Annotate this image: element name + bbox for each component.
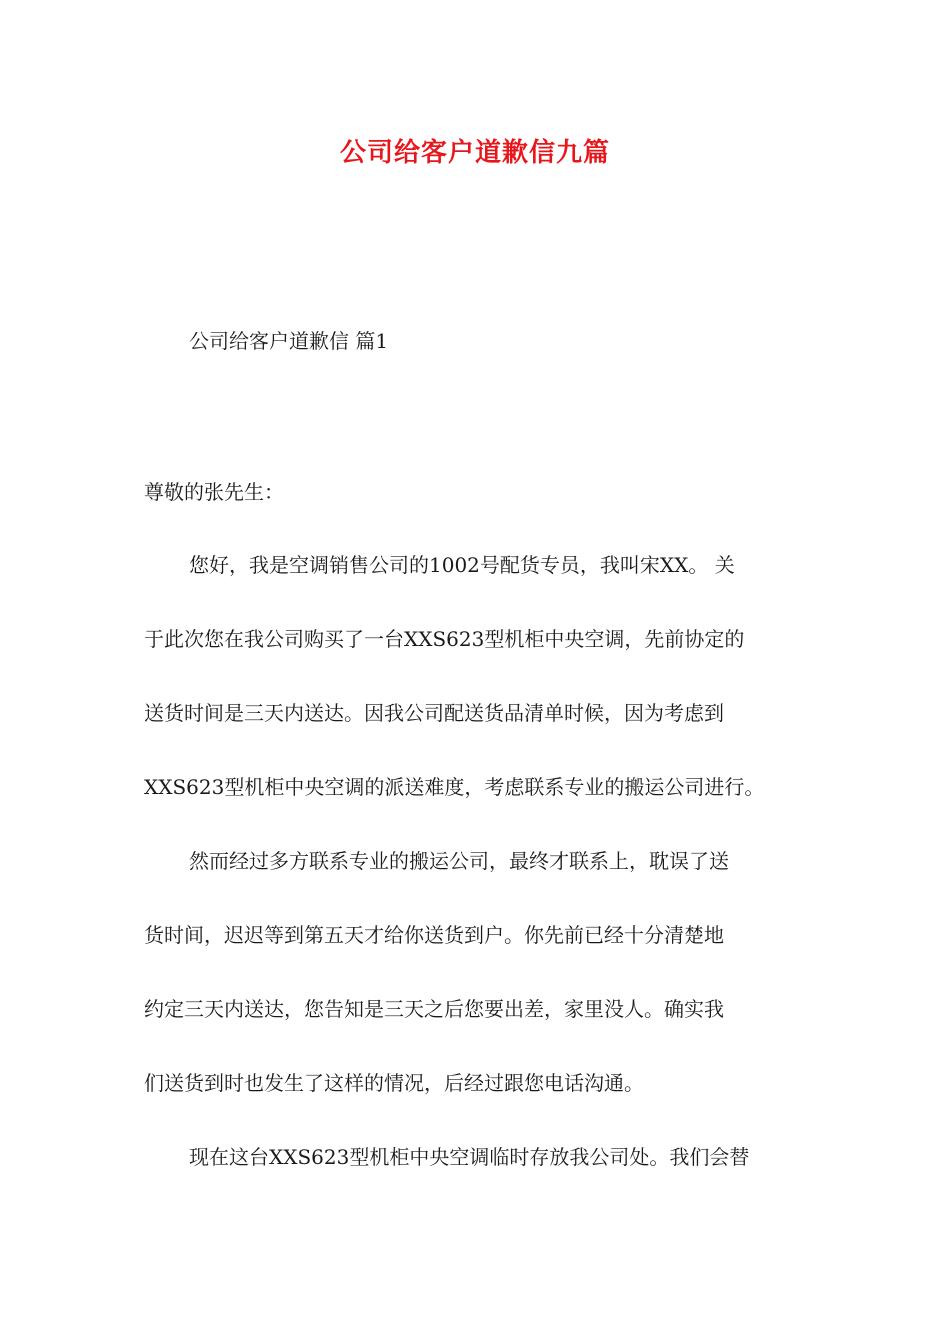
body-line: 们送货到时也发生了这样的情况，后经过跟您电话沟通。 <box>144 1071 644 1095</box>
letter-greeting: 尊敬的张先生： <box>144 480 284 504</box>
body-line: 然而经过多方联系专业的搬运公司，最终才联系上，耽误了送 <box>189 849 729 873</box>
body-line: 送货时间是三天内送达。因我公司配送货品清单时候，因为考虑到 <box>144 701 724 725</box>
body-line: 于此次您在我公司购买了一台XXS623型机柜中央空调，先前协定的 <box>144 627 745 651</box>
section-heading: 公司给客户道歉信 篇1 <box>189 329 389 353</box>
body-line: 约定三天内送达，您告知是三天之后您要出差，家里没人。确实我 <box>144 997 724 1021</box>
body-line: 现在这台XXS623型机柜中央空调临时存放我公司处。我们会替 <box>189 1145 750 1169</box>
document-title: 公司给客户道歉信九篇 <box>339 138 610 168</box>
body-line: 您好，我是空调销售公司的1002号配货专员，我叫宋XX。 关 <box>189 553 735 577</box>
body-line: 货时间，迟迟等到第五天才给你送货到户。你先前已经十分清楚地 <box>144 923 724 947</box>
body-line: XXS623型机柜中央空调的派送难度，考虑联系专业的搬运公司进行。 <box>144 775 765 799</box>
